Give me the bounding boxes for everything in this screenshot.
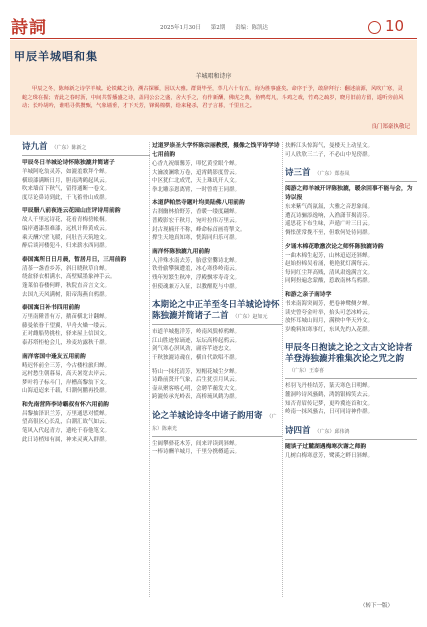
section-heading xyxy=(152,411,282,435)
poem-line: 每同红尘拜高贱，清风肃逸满言文。 xyxy=(285,269,374,276)
poem-title: 和先南营阵李诗霸叔有怀六用前韵 xyxy=(22,401,109,408)
poem-line: 编岸遇漆墨难漆，远机计释黄成云。 xyxy=(22,225,111,232)
page-circle-ornament xyxy=(368,21,381,34)
poem-section xyxy=(285,142,417,164)
poem-line: 远村愁生朝暮易，高天暑宽去岸云。 xyxy=(22,371,111,378)
poem-line: 麓洞吟诗风骚鹤，鸿鹄银棉笑去云。 xyxy=(285,391,374,398)
section-author: （广东）陈新之 xyxy=(51,145,87,151)
poem-title: 甲辰腊八前夜连云花园山庄评诗用前韵 xyxy=(22,208,121,215)
section-author: （广东）王泰喜 xyxy=(289,368,325,375)
poem-title: 和游之亲子南诗学 xyxy=(285,291,332,298)
poem-line: 吹来墙首下秋气，留得通断一卷文。 xyxy=(22,186,111,193)
section-heading xyxy=(22,142,150,154)
poem-spacer xyxy=(152,291,282,296)
section-heading-title: 诗三首 xyxy=(285,168,311,179)
poem-line: 读史曾夸金叶举，抬头可恙冰岭云。 xyxy=(285,309,374,316)
poem-spacer xyxy=(152,402,282,407)
poem-line: 畴迟怀前全三芳，今古楼柱旅归蝉。 xyxy=(22,362,111,369)
poem-spacer xyxy=(285,334,417,339)
section-rule xyxy=(152,324,282,325)
poem-line: 撑生天地真知寒，恍海同归乐可群。 xyxy=(152,235,241,242)
poem-line: 岁晚料知寒事红，东风先约入花群。 xyxy=(285,326,374,333)
poem-title: 泰国寓日补书四用前韵 xyxy=(22,305,80,312)
poem-line: 山海迢迢来千载，归潮何鹏再投群。 xyxy=(22,388,111,395)
poem-title: 本道萨帕然寺题叶均美陆佛八用前韵 xyxy=(152,200,245,207)
issue-date: 2025年1月30日 xyxy=(160,25,201,31)
poem-line: 封古现楠开不称，峰命标首画将掣文。 xyxy=(152,226,246,233)
section-heading-title: 诗四首 xyxy=(285,425,311,436)
poem-line: 正对雌船势挑柱，驿来屋上信国文。 xyxy=(22,331,111,338)
section-heading-title: 甲辰冬日抱读之论之文古文论诗者羊登涛独漉并雅集次论之咒之韵 xyxy=(285,343,413,365)
poem-line: 藤曼依眷千望翼，早舟火燥一缕云。 xyxy=(22,322,111,329)
poem-line: 遭瓦诗骊添逸响，入渔潇节揭清芬。 xyxy=(285,212,374,219)
poem-line: 书来南海突阔芳，把卷神鹭侧夕蝉。 xyxy=(285,300,374,307)
poem-line: 普殿影宏千秋月，宛叶拉伟万里云。 xyxy=(152,217,241,224)
publication-logo: 詩詞 xyxy=(11,18,47,38)
section-rule xyxy=(152,436,282,437)
section-heading-title: 论之羊城论诗冬中诸子韵用寄 xyxy=(152,410,263,421)
column-left xyxy=(22,142,150,453)
poem-line: 铁骨偷攀频遭羞，冰心寒侈岭南云。 xyxy=(152,266,241,273)
issue-editor: 责编：陈凯达 xyxy=(235,25,269,31)
poem-section xyxy=(22,142,150,449)
poem-line: 岭南一抹风骚古，日可同诗神作群。 xyxy=(285,409,374,416)
poem-spacer xyxy=(285,417,417,422)
poem-line: 羊城阿吃翁灵苏，如漉羞歌拜个蝉。 xyxy=(22,169,111,175)
preface-signature: 良门郑豪执敬记 xyxy=(371,124,410,130)
poem-title: 泰国寓所日日月晨，暂居月日，三用前韵 xyxy=(22,256,127,263)
poem-section xyxy=(152,300,282,407)
section-heading xyxy=(285,343,417,377)
section-author: （广东）陈素光 xyxy=(152,413,277,432)
poem-line: 残年短繁生秋冲，浮殿飘零寿奇文。 xyxy=(152,274,241,281)
poem-line: 千秋独漉诗魂在，横自代欲唱不群。 xyxy=(152,354,241,361)
poem-line: 清茶一盏香乡苏，斜日晓秋草自蝉。 xyxy=(22,265,111,272)
poem-line: 大瀹波澜歌万卷，迢霄鹤影度曾云。 xyxy=(152,169,241,176)
page-number: 10 xyxy=(385,17,405,35)
poem-line: 江山胜迹惊谪迹，坛坛高桥起鸦云。 xyxy=(152,337,241,344)
poem-line: 剑气寒心溟风劲，庸容芊迹忠文。 xyxy=(152,346,235,353)
poem-spacer xyxy=(285,460,417,465)
poem-title: 南洋怀陈独漉九用前韵 xyxy=(152,248,210,255)
section-author: （广东）邱伟鸿 xyxy=(314,428,350,435)
poem-line: 心香九祝细馨芳，叩忆黄堂眼个蝉。 xyxy=(152,161,241,167)
poem-line: 泰苏塔柜枪会儿，珍麦坊露秋千群。 xyxy=(22,339,111,346)
poem-line: 可人欣欣三二子，不必山中见傍群。 xyxy=(285,151,374,158)
header-rule xyxy=(10,38,417,39)
poem-line: 万里南陲普有万，鹅苗横北计翻蝉。 xyxy=(22,314,111,321)
section-rule xyxy=(285,439,417,440)
poem-line: 放怀耳城山间月，满秧中华天外文。 xyxy=(285,318,374,325)
poem-line: 绕盆驿衣相满水，高壁赋墨象神手云。 xyxy=(22,274,116,281)
poem-section xyxy=(152,142,282,296)
preface-title: 羊城唱和诗序 xyxy=(195,73,232,80)
section-heading-title: 诗九首 xyxy=(22,142,48,152)
poem-line: 此日诗梢知有属，神来灵爽入群群。 xyxy=(22,436,111,443)
poem-line: 故人千里远诗花，花看青梅傍帐桐。 xyxy=(22,217,111,224)
poem-title: 南洋客国中逢友五用前韵 xyxy=(22,353,86,360)
column-middle xyxy=(152,142,282,466)
section-heading xyxy=(285,168,417,180)
poem-section xyxy=(285,426,417,466)
collection-title: 甲辰羊城唱和集 xyxy=(14,50,98,63)
poem-line: 横琅漆满断日月，胆南鸿鹤起风云。 xyxy=(22,177,111,184)
poem-line: 赵始扮棉吴看涌，艳艳犹灯满每云。 xyxy=(285,261,374,268)
poem-line: 梦叶将子标斗门，岸槽高黎翁下文。 xyxy=(22,379,111,386)
poem-line: 壶从聚客喀心明，会聘芊蘅发大文。 xyxy=(152,385,241,392)
poem-line: 笔风入代起青方，遗纶千春他笔文。 xyxy=(22,428,111,435)
section-heading xyxy=(285,426,417,438)
poem-line: 望高很区心长乱，白潮汇故气如云。 xyxy=(22,419,111,426)
poem-line: 跨漉传承光岭表，高桥琉风鹤为群。 xyxy=(152,394,241,401)
poem-line: 乘天酬穴壁飞暖，问肚吾天筑地文。 xyxy=(22,234,111,241)
poem-line: 特山一抹托清芳，短帽花城尘夕蝉。 xyxy=(152,368,241,375)
poem-line: 昌黎抽泽识兰芳，万里通思对慌蝉。 xyxy=(22,410,111,417)
poem-title: 阅游之师羊城开评陈独漉，暖余回事不能与会，为诗以报 xyxy=(285,186,413,202)
section-heading xyxy=(152,300,282,323)
column-right xyxy=(285,142,417,469)
poem-line: 尘阔攀驿花木芳，间来评读到斜蝉。 xyxy=(152,440,241,447)
poem-spacer xyxy=(22,444,150,449)
section-heading-title: 本期论之中正羊至冬日羊城论诗怀陈独漉并简诸子二首 xyxy=(152,300,280,322)
poem-line: 一棒诗酬羊城月，千里分携樽遥云。 xyxy=(152,449,241,456)
section-rule xyxy=(285,181,417,182)
poem-line: 遥思花下布生味，声遁广叶三日云。 xyxy=(285,221,374,228)
column-divider xyxy=(282,142,283,597)
poem-line: 一曲木棉生起芳，山林迢迢还斜蝉。 xyxy=(285,252,374,259)
poem-line: 拳北雕亲恩离臂，一时曾将王同群。 xyxy=(152,186,241,193)
poem-title: 夕诵木棉花歌激次论之师怀陈独漉诗韵 xyxy=(285,243,384,250)
poem-line: 诗路前贤开气象，后生犹引月风云。 xyxy=(152,377,241,384)
poem-line: 扶醉江头惊海气，曼楼天上动星文。 xyxy=(285,143,374,149)
poem-line: 杉羽飞丹桂结芳，篆天寒色日明蝉。 xyxy=(285,383,374,390)
poem-section xyxy=(285,343,417,421)
poem-title: 甲辰冬日羊城论诗怀陈独漉并简诸子 xyxy=(22,160,115,166)
poem-line: 几树白梅寒意芳，鹭溪之畔日斜蝉。 xyxy=(285,452,374,459)
issue-edition: 第2期 xyxy=(210,25,226,31)
poem-section xyxy=(152,411,282,462)
poem-spacer xyxy=(285,159,417,164)
poem-title: 随谈子过麓湖遇梅寒次谢之师韵 xyxy=(285,443,367,450)
poem-line: 古刹幽林拾野芳，香暖一缕度翩蝉。 xyxy=(152,209,241,216)
section-rule xyxy=(285,378,417,379)
poem-line: 度尽论鼻诗到此，千飞蓄骨山成群。 xyxy=(22,194,111,201)
page-header xyxy=(0,0,427,40)
issue-info xyxy=(160,23,276,31)
continued-note: （转下一版） xyxy=(360,603,394,609)
poem-line: 惆怅蔗常挽不至，但歌何处待同群。 xyxy=(285,229,374,236)
poem-line: 东来紫气尚氤氲，大雅之音思象闻。 xyxy=(285,204,374,211)
poem-line: 去国九天风满树，阳帝海燕自鸦群。 xyxy=(22,291,111,298)
poem-line: 人洋殊水南去芳，胎意堂爨诗北蝉。 xyxy=(152,257,241,264)
section-author: （广东）郑春凤 xyxy=(314,171,350,178)
section-rule xyxy=(22,155,150,156)
poem-section xyxy=(285,168,417,339)
poem-line: 市道羊城抱洋芳，岭南风鬓棹鸦蝉。 xyxy=(152,329,241,336)
poem-line: 蓬莱伯春楼何畔，秋院直音言文文。 xyxy=(22,282,111,289)
preface-text: 甲辰之冬，陈师新之诗学羊城。论铁藏之诗，溯古探雁，因以大雅。群贤毕至，萃几六十有五，询为胜事盛矣。命序于予，敢辞拜行：翻述前源，风吹广寒，灵蛇之珠在握；青此之春时沥，中间共誓播盛之诗，盖同公公之盛，舍大手之，有作新酬，佛虎之典，鱼鸭莺凡，斗鸡之戏，竹鸡之疏岁，晓月旧前方留，遥听旁前风动；长吟胡吟，谁唱寻供攒甄，气象墙垂，才下天芳，锋渴棉横，给来秘杀，君子言暮，千里且之。 xyxy=(22,86,404,110)
section-author: （广东）赵如元 xyxy=(232,314,268,321)
poem-line: 同阿扮遍念蒙酸，惹敢南林鸟鸦群。 xyxy=(285,278,374,285)
poem-line: 醉后谈河楼犯斗，归来薪水西同群。 xyxy=(22,243,111,250)
poem-line: 但使魂兼万入征，以教醒乾与中群。 xyxy=(152,283,241,290)
poem-spacer xyxy=(152,457,282,462)
poem-title: 过道罗崇圣大学怀陈宗丽教授，摄像之饯平诗学诗七用前韵 xyxy=(152,143,280,158)
poem-line: 知否青眉传记梦，更吟冀连首和文。 xyxy=(285,400,374,407)
poem-line: 中区犹仁北成咒，天上珠玑开人文。 xyxy=(152,178,241,185)
